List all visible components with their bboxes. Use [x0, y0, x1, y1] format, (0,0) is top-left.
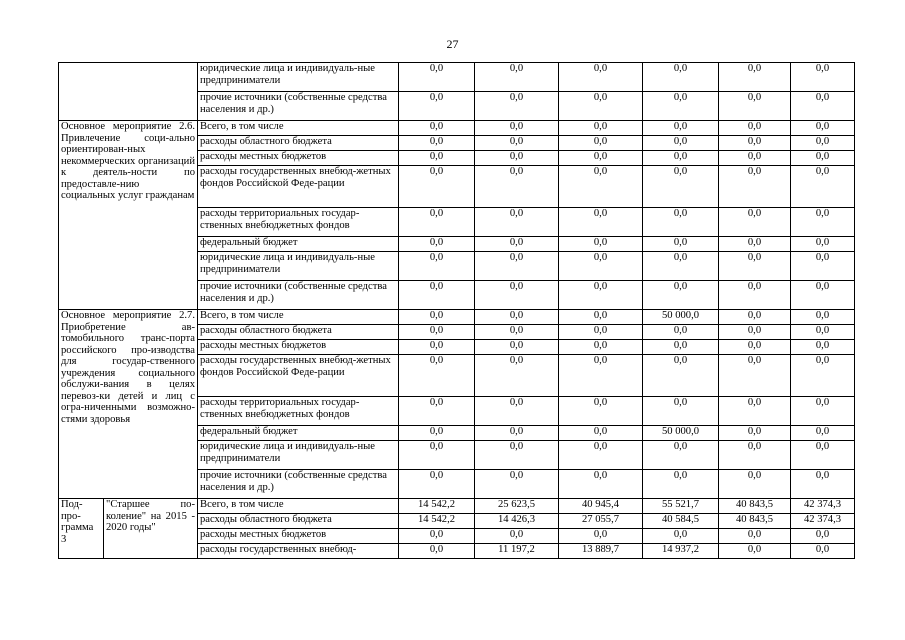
- value-cell: 0,0: [643, 92, 719, 121]
- source-label: расходы местных бюджетов: [198, 529, 399, 544]
- value-cell: 0,0: [399, 136, 475, 151]
- value-cell: 0,0: [791, 136, 855, 151]
- value-cell: 14 937,2: [643, 544, 719, 559]
- value-cell: 0,0: [719, 63, 791, 92]
- source-label: расходы государственных внебюд-: [198, 544, 399, 559]
- page-number: 27: [446, 37, 459, 51]
- value-cell: 0,0: [475, 92, 559, 121]
- value-cell: 25 623,5: [475, 499, 559, 514]
- value-cell: 0,0: [559, 121, 643, 136]
- value-cell: 0,0: [399, 544, 475, 559]
- value-cell: 0,0: [559, 325, 643, 340]
- value-cell: 0,0: [475, 325, 559, 340]
- value-cell: 27 055,7: [559, 514, 643, 529]
- value-cell: 0,0: [719, 529, 791, 544]
- value-cell: 0,0: [791, 325, 855, 340]
- value-cell: 0,0: [475, 470, 559, 499]
- source-label: расходы государственных внебюд-жетных фондов Российской Феде-рации: [198, 355, 399, 397]
- value-cell: 0,0: [791, 310, 855, 325]
- value-cell: 0,0: [559, 310, 643, 325]
- source-label: федеральный бюджет: [198, 426, 399, 441]
- value-cell: 0,0: [475, 237, 559, 252]
- source-label: прочие источники (собственные средства населения и др.): [198, 92, 399, 121]
- source-label: Всего, в том числе: [198, 121, 399, 136]
- value-cell: 0,0: [791, 340, 855, 355]
- value-cell: 0,0: [643, 252, 719, 281]
- value-cell: 0,0: [399, 355, 475, 397]
- value-cell: 0,0: [791, 63, 855, 92]
- value-cell: 0,0: [719, 237, 791, 252]
- value-cell: 0,0: [559, 151, 643, 166]
- value-cell: 0,0: [791, 166, 855, 208]
- value-cell: 14 542,2: [399, 514, 475, 529]
- value-cell: 0,0: [791, 237, 855, 252]
- value-cell: 0,0: [559, 441, 643, 470]
- value-cell: 0,0: [475, 397, 559, 426]
- value-cell: 0,0: [791, 426, 855, 441]
- source-label: расходы государственных внебюд-жетных фондов Российской Феде-рации: [198, 166, 399, 208]
- value-cell: 0,0: [399, 92, 475, 121]
- value-cell: 0,0: [791, 397, 855, 426]
- source-label: расходы местных бюджетов: [198, 340, 399, 355]
- value-cell: 0,0: [475, 151, 559, 166]
- value-cell: 0,0: [643, 121, 719, 136]
- value-cell: 14 426,3: [475, 514, 559, 529]
- source-label: расходы территориальных государ-ственных внебюджетных фондов: [198, 397, 399, 426]
- value-cell: 0,0: [719, 544, 791, 559]
- value-cell: 0,0: [475, 166, 559, 208]
- value-cell: 0,0: [559, 166, 643, 208]
- value-cell: 0,0: [643, 208, 719, 237]
- value-cell: 0,0: [475, 441, 559, 470]
- value-cell: 0,0: [559, 63, 643, 92]
- value-cell: 0,0: [643, 237, 719, 252]
- value-cell: 0,0: [475, 252, 559, 281]
- value-cell: 0,0: [399, 166, 475, 208]
- value-cell: 0,0: [475, 281, 559, 310]
- subprogram-label: Под-про-грамма 3: [59, 499, 104, 559]
- activity-cell-continued: [59, 63, 198, 121]
- value-cell: 0,0: [475, 136, 559, 151]
- subprogram-name: "Старшее по-коление" на 2015 - 2020 годы": [104, 499, 198, 559]
- value-cell: 0,0: [791, 281, 855, 310]
- value-cell: 0,0: [399, 310, 475, 325]
- table-row: [59, 63, 855, 92]
- value-cell: 0,0: [719, 166, 791, 208]
- value-cell: 0,0: [719, 136, 791, 151]
- value-cell: 0,0: [559, 281, 643, 310]
- value-cell: 0,0: [719, 340, 791, 355]
- value-cell: 0,0: [719, 92, 791, 121]
- value-cell: 0,0: [399, 121, 475, 136]
- source-label: юридические лица и индивидуаль-ные предприниматели: [198, 441, 399, 470]
- value-cell: 0,0: [399, 63, 475, 92]
- value-cell: 14 542,2: [399, 499, 475, 514]
- value-cell: 0,0: [559, 355, 643, 397]
- value-cell: 0,0: [791, 151, 855, 166]
- value-cell: 11 197,2: [475, 544, 559, 559]
- source-label: юридические лица и индивидуаль-ные предприниматели: [198, 252, 399, 281]
- value-cell: 40 843,5: [719, 514, 791, 529]
- value-cell: 50 000,0: [643, 310, 719, 325]
- value-cell: 0,0: [475, 340, 559, 355]
- value-cell: 0,0: [559, 136, 643, 151]
- value-cell: 0,0: [399, 252, 475, 281]
- value-cell: 0,0: [643, 166, 719, 208]
- value-cell: 0,0: [643, 470, 719, 499]
- source-label: расходы местных бюджетов: [198, 151, 399, 166]
- value-cell: 0,0: [719, 470, 791, 499]
- table-row: [59, 499, 855, 514]
- value-cell: 0,0: [791, 544, 855, 559]
- value-cell: 0,0: [719, 397, 791, 426]
- value-cell: 0,0: [399, 397, 475, 426]
- value-cell: 0,0: [643, 281, 719, 310]
- value-cell: 0,0: [643, 325, 719, 340]
- value-cell: 0,0: [399, 441, 475, 470]
- value-cell: 0,0: [643, 529, 719, 544]
- value-cell: 40 843,5: [719, 499, 791, 514]
- value-cell: 0,0: [399, 281, 475, 310]
- source-label: прочие источники (собственные средства населения и др.): [198, 470, 399, 499]
- value-cell: 0,0: [643, 136, 719, 151]
- value-cell: 0,0: [643, 63, 719, 92]
- value-cell: 0,0: [399, 340, 475, 355]
- value-cell: 0,0: [399, 151, 475, 166]
- value-cell: 0,0: [559, 470, 643, 499]
- table-row: [59, 121, 855, 136]
- value-cell: 42 374,3: [791, 499, 855, 514]
- value-cell: 0,0: [475, 121, 559, 136]
- value-cell: 0,0: [643, 397, 719, 426]
- value-cell: 0,0: [399, 208, 475, 237]
- value-cell: 0,0: [399, 470, 475, 499]
- source-label: расходы областного бюджета: [198, 325, 399, 340]
- value-cell: 0,0: [559, 92, 643, 121]
- value-cell: 0,0: [559, 426, 643, 441]
- value-cell: 0,0: [559, 340, 643, 355]
- value-cell: 40 945,4: [559, 499, 643, 514]
- value-cell: 42 374,3: [791, 514, 855, 529]
- value-cell: 0,0: [719, 208, 791, 237]
- value-cell: 13 889,7: [559, 544, 643, 559]
- source-label: федеральный бюджет: [198, 237, 399, 252]
- value-cell: 0,0: [475, 63, 559, 92]
- value-cell: 0,0: [791, 470, 855, 499]
- value-cell: 0,0: [719, 441, 791, 470]
- value-cell: 0,0: [791, 121, 855, 136]
- source-label: Всего, в том числе: [198, 499, 399, 514]
- value-cell: 0,0: [643, 441, 719, 470]
- table-row: [59, 310, 855, 325]
- value-cell: 55 521,7: [643, 499, 719, 514]
- value-cell: 0,0: [559, 252, 643, 281]
- value-cell: 0,0: [475, 208, 559, 237]
- activity-2-7: Основное мероприятие 2.7. Приобретение ав-томобильного транс-порта российского про-изводства для государ-ственного учреждения социального обслужи-вания в целях перевоз-ки детей и лиц с огра-ниченными возможно-стями здоровья: [59, 310, 198, 499]
- value-cell: 0,0: [643, 151, 719, 166]
- activity-2-6: Основное мероприятие 2.6. Привлечение соци-ально ориентирован-ных некоммерческих организаций к деятель-ности по предоставле-нию социальных услуг гражданам: [59, 121, 198, 310]
- value-cell: 0,0: [475, 310, 559, 325]
- source-label: Всего, в том числе: [198, 310, 399, 325]
- value-cell: 0,0: [399, 325, 475, 340]
- value-cell: 0,0: [791, 92, 855, 121]
- value-cell: 50 000,0: [643, 426, 719, 441]
- source-label: юридические лица и индивидуаль-ные предприниматели: [198, 63, 399, 92]
- value-cell: 0,0: [475, 355, 559, 397]
- value-cell: 0,0: [559, 208, 643, 237]
- source-label: расходы территориальных государ-ственных внебюджетных фондов: [198, 208, 399, 237]
- value-cell: 0,0: [559, 397, 643, 426]
- value-cell: 0,0: [719, 325, 791, 340]
- value-cell: 0,0: [719, 121, 791, 136]
- value-cell: 0,0: [719, 151, 791, 166]
- value-cell: 0,0: [643, 340, 719, 355]
- value-cell: 0,0: [719, 252, 791, 281]
- value-cell: 0,0: [719, 310, 791, 325]
- source-label: расходы областного бюджета: [198, 136, 399, 151]
- value-cell: 0,0: [559, 529, 643, 544]
- value-cell: 0,0: [559, 237, 643, 252]
- value-cell: 0,0: [399, 237, 475, 252]
- value-cell: 0,0: [719, 355, 791, 397]
- value-cell: 0,0: [399, 426, 475, 441]
- value-cell: 0,0: [791, 355, 855, 397]
- value-cell: 0,0: [719, 426, 791, 441]
- value-cell: 0,0: [399, 529, 475, 544]
- value-cell: 0,0: [643, 355, 719, 397]
- value-cell: 0,0: [791, 529, 855, 544]
- source-label: расходы областного бюджета: [198, 514, 399, 529]
- value-cell: 0,0: [475, 426, 559, 441]
- value-cell: 0,0: [791, 208, 855, 237]
- budget-table: [58, 62, 855, 559]
- value-cell: 0,0: [719, 281, 791, 310]
- value-cell: 0,0: [791, 441, 855, 470]
- source-label: прочие источники (собственные средства населения и др.): [198, 281, 399, 310]
- value-cell: 40 584,5: [643, 514, 719, 529]
- value-cell: 0,0: [475, 529, 559, 544]
- value-cell: 0,0: [791, 252, 855, 281]
